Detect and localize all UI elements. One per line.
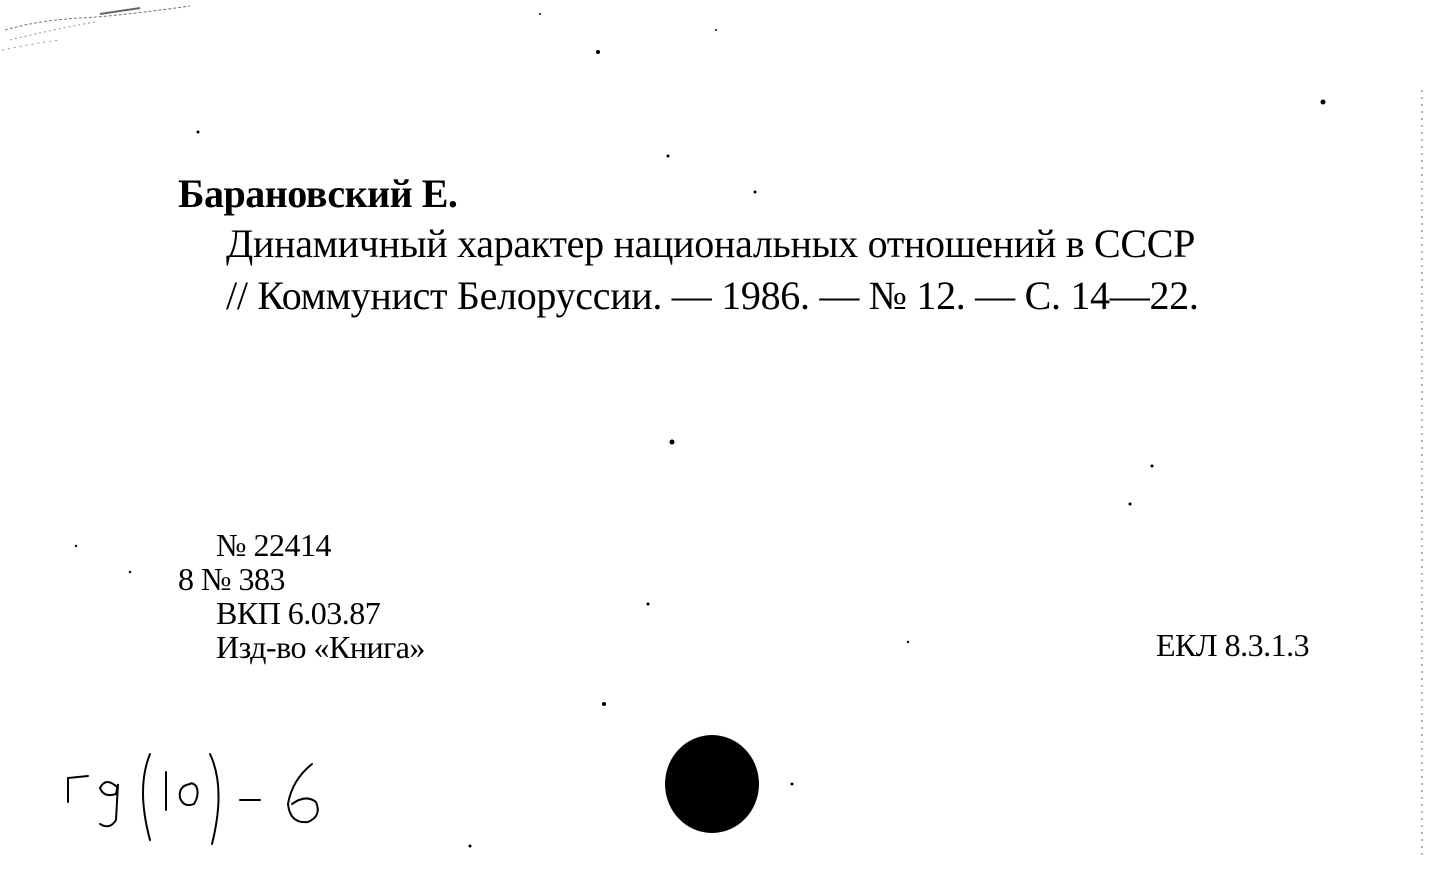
accession-block: [178, 528, 425, 664]
bibliographic-entry: [178, 172, 1346, 318]
card-edge: [1418, 90, 1430, 860]
punch-hole: [665, 735, 759, 833]
issue-line: [178, 562, 425, 596]
author-name: Барановский Е.: [178, 171, 458, 216]
issue-number: № 383: [201, 561, 286, 597]
issue-prefix: 8: [178, 561, 194, 597]
publisher-line: Изд-во «Книга»: [216, 629, 425, 665]
accession-number: № 22414: [216, 527, 332, 563]
handwritten-shelfmark: [60, 740, 350, 850]
source-citation: // Коммунист Белоруссии. — 1986. — № 12. — С. 14—22.: [226, 273, 1199, 318]
vkp-line: ВКП 6.03.87: [216, 595, 381, 631]
article-title: Динамичный характер национальных отношений в СССР: [226, 221, 1196, 266]
classification-code: ЕКЛ 8.3.1.3: [1156, 627, 1310, 663]
